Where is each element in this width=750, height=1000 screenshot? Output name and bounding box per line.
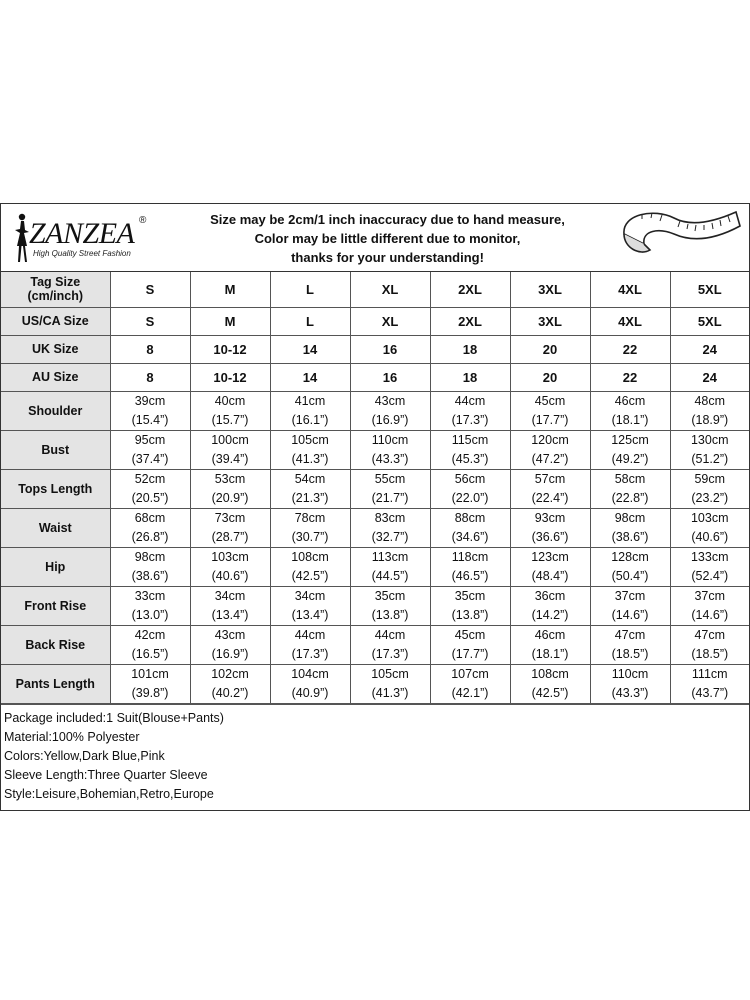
brand-logo [1, 204, 161, 271]
measurement-cell [670, 547, 749, 586]
measurement-cell [110, 625, 190, 664]
inch-value: (17.3”) [451, 412, 489, 427]
size-cell: XL [350, 272, 430, 307]
cm-value: 56cm [454, 471, 486, 486]
inch-value: (21.3”) [291, 490, 329, 505]
measurement-cell [430, 469, 510, 508]
cm-value: 105cm [371, 666, 409, 681]
row-label: Tag Size (cm/inch) [1, 272, 110, 307]
cm-value: 36cm [534, 588, 566, 603]
measurement-cell [430, 508, 510, 547]
inch-value: (17.3”) [291, 646, 329, 661]
inch-value: (46.5”) [451, 568, 489, 583]
inch-value: (43.3”) [611, 685, 649, 700]
inch-value: (13.4”) [291, 607, 329, 622]
inch-value: (42.5”) [531, 685, 569, 700]
cm-value: 48cm [694, 393, 726, 408]
measurement-cell [590, 664, 670, 703]
inch-value: (43.3”) [371, 451, 409, 466]
measurement-cell [670, 664, 749, 703]
measurement-cell [110, 508, 190, 547]
inch-value: (40.9”) [291, 685, 329, 700]
inch-value: (49.2”) [611, 451, 649, 466]
cm-value: 130cm [690, 432, 729, 447]
info-sleeve: Sleeve Length:Three Quarter Sleeve [4, 767, 208, 782]
cm-value: 68cm [134, 510, 166, 525]
notice-line: Color may be little different due to monitor, [254, 231, 521, 246]
measurement-cell [670, 391, 749, 430]
measurement-row [1, 469, 749, 508]
cm-value: 45cm [454, 627, 486, 642]
inch-value: (40.6”) [691, 529, 729, 544]
cm-value: 34cm [294, 588, 326, 603]
inch-value: (42.1”) [451, 685, 489, 700]
row-label: Bust [1, 430, 110, 469]
cm-value: 44cm [454, 393, 486, 408]
inch-value: (13.8”) [371, 607, 409, 622]
cm-value: 115cm [451, 432, 489, 447]
cm-value: 88cm [454, 510, 486, 525]
size-cell: 14 [270, 335, 350, 363]
cm-value: 102cm [211, 666, 249, 681]
cm-value: 108cm [291, 549, 329, 564]
woman-figure-icon [9, 212, 31, 264]
size-cell: 4XL [590, 272, 670, 307]
measurement-cell [590, 391, 670, 430]
chart-header [1, 204, 749, 272]
measurement-cell [270, 508, 350, 547]
measurement-cell [190, 625, 270, 664]
cm-value: 125cm [611, 432, 649, 447]
row-label: Back Rise [1, 625, 110, 664]
cm-value: 42cm [134, 627, 166, 642]
row-label: Front Rise [1, 586, 110, 625]
inch-value: (17.7”) [451, 646, 489, 661]
measurement-cell [190, 469, 270, 508]
info-material: Material:100% Polyester [4, 729, 140, 744]
cm-value: 53cm [214, 471, 246, 486]
measurement-row [1, 547, 749, 586]
size-cell: 8 [110, 363, 190, 391]
row-label: Hip [1, 547, 110, 586]
measurement-row [1, 625, 749, 664]
cm-value: 40cm [214, 393, 246, 408]
cm-value: 46cm [534, 627, 566, 642]
inch-value: (40.2”) [211, 685, 249, 700]
size-cell: 24 [670, 363, 749, 391]
inch-value: (43.7”) [691, 685, 729, 700]
measurement-cell [190, 430, 270, 469]
size-cell: 18 [430, 335, 510, 363]
measurement-cell [270, 586, 350, 625]
product-info [1, 704, 749, 810]
cm-value: 41cm [294, 393, 326, 408]
cm-value: 104cm [291, 666, 329, 681]
cm-value: 34cm [214, 588, 246, 603]
measurement-cell [590, 508, 670, 547]
size-cell: 16 [350, 335, 430, 363]
measurement-cell [350, 430, 430, 469]
inch-value: (38.6”) [131, 568, 169, 583]
inch-value: (21.7”) [371, 490, 409, 505]
inch-value: (41.3”) [291, 451, 329, 466]
inch-value: (14.2”) [531, 607, 569, 622]
cm-value: 95cm [134, 432, 166, 447]
measurement-cell [670, 586, 749, 625]
size-cell: 3XL [510, 272, 590, 307]
cm-value: 110cm [611, 666, 649, 681]
measurement-row [1, 430, 749, 469]
inch-value: (16.1”) [291, 412, 329, 427]
inch-value: (15.4”) [131, 412, 169, 427]
inch-value: (36.6”) [531, 529, 569, 544]
size-cell: XL [350, 307, 430, 335]
size-header-row [1, 335, 749, 363]
cm-value: 78cm [294, 510, 326, 525]
measurement-row [1, 586, 749, 625]
measurement-cell [510, 430, 590, 469]
row-label: Shoulder [1, 391, 110, 430]
inch-value: (42.5”) [291, 568, 329, 583]
size-cell: M [190, 272, 270, 307]
size-cell: 5XL [670, 307, 749, 335]
cm-value: 113cm [371, 549, 409, 564]
size-cell: 3XL [510, 307, 590, 335]
brand-name: ZANZEA [29, 217, 135, 250]
cm-value: 118cm [451, 549, 489, 564]
inch-value: (47.2”) [531, 451, 569, 466]
size-cell: 22 [590, 335, 670, 363]
inch-value: (18.9”) [691, 412, 729, 427]
measurement-cell [670, 508, 749, 547]
measuring-tape-icon [614, 204, 749, 271]
inch-value: (22.0”) [451, 490, 489, 505]
inch-value: (17.3”) [371, 646, 409, 661]
measurement-cell [590, 586, 670, 625]
measurement-cell [670, 430, 749, 469]
cm-value: 45cm [534, 393, 566, 408]
measurement-cell [590, 469, 670, 508]
size-cell: 14 [270, 363, 350, 391]
cm-value: 100cm [211, 432, 249, 447]
measurement-row [1, 391, 749, 430]
inch-value: (34.6”) [451, 529, 489, 544]
cm-value: 98cm [134, 549, 166, 564]
inch-value: (16.5”) [131, 646, 169, 661]
size-cell: M [190, 307, 270, 335]
inch-value: (32.7”) [371, 529, 409, 544]
measurement-row [1, 508, 749, 547]
size-cell: 8 [110, 335, 190, 363]
size-cell: 20 [510, 335, 590, 363]
inch-value: (30.7”) [291, 529, 329, 544]
cm-value: 46cm [614, 393, 646, 408]
size-cell: S [110, 272, 190, 307]
measurement-cell [350, 625, 430, 664]
measurement-cell [110, 391, 190, 430]
inch-value: (16.9”) [211, 646, 249, 661]
cm-value: 101cm [131, 666, 169, 681]
inch-value: (39.8”) [131, 685, 169, 700]
measurement-cell [270, 664, 350, 703]
cm-value: 93cm [534, 510, 566, 525]
measurement-cell [430, 586, 510, 625]
cm-value: 108cm [531, 666, 569, 681]
measurement-cell [270, 391, 350, 430]
cm-value: 52cm [134, 471, 166, 486]
cm-value: 47cm [694, 627, 726, 642]
cm-value: 110cm [371, 432, 409, 447]
inch-value: (14.6”) [611, 607, 649, 622]
cm-value: 39cm [134, 393, 166, 408]
size-table [1, 272, 749, 704]
inch-value: (17.7”) [531, 412, 569, 427]
size-cell: 10-12 [190, 363, 270, 391]
measurement-cell [590, 430, 670, 469]
measurement-cell [510, 664, 590, 703]
notice-line: Size may be 2cm/1 inch inaccuracy due to hand measure, [210, 212, 565, 227]
inch-value: (50.4”) [611, 568, 649, 583]
row-label: AU Size [1, 363, 110, 391]
measurement-cell [270, 469, 350, 508]
measurement-cell [430, 430, 510, 469]
inch-value: (16.9”) [371, 412, 409, 427]
size-cell: S [110, 307, 190, 335]
size-header-row [1, 363, 749, 391]
measurement-cell [350, 664, 430, 703]
measurement-cell [190, 508, 270, 547]
inch-value: (48.4”) [531, 568, 569, 583]
cm-value: 33cm [134, 588, 166, 603]
inch-value: (15.7”) [211, 412, 249, 427]
cm-value: 55cm [374, 471, 406, 486]
measurement-cell [510, 625, 590, 664]
size-cell: 18 [430, 363, 510, 391]
inch-value: (39.4”) [211, 451, 249, 466]
row-label: Waist [1, 508, 110, 547]
cm-value: 107cm [451, 666, 489, 681]
measurement-cell [510, 547, 590, 586]
inch-value: (26.8”) [131, 529, 169, 544]
measurement-cell [270, 430, 350, 469]
cm-value: 128cm [611, 549, 649, 564]
measurement-cell [350, 391, 430, 430]
measurement-cell [190, 664, 270, 703]
size-cell: 4XL [590, 307, 670, 335]
measurement-cell [670, 625, 749, 664]
size-cell: 16 [350, 363, 430, 391]
inch-value: (38.6”) [611, 529, 649, 544]
cm-value: 59cm [694, 471, 726, 486]
inch-value: (41.3”) [371, 685, 409, 700]
inch-value: (13.8”) [451, 607, 489, 622]
cm-value: 58cm [614, 471, 646, 486]
inch-value: (23.2”) [691, 490, 729, 505]
measurement-cell [430, 664, 510, 703]
cm-value: 103cm [211, 549, 249, 564]
info-style: Style:Leisure,Bohemian,Retro,Europe [4, 786, 214, 801]
inch-value: (28.7”) [211, 529, 249, 544]
measurement-cell [110, 664, 190, 703]
inch-value: (52.4”) [691, 568, 729, 583]
cm-value: 105cm [291, 432, 329, 447]
cm-value: 123cm [531, 549, 569, 564]
inch-value: (13.4”) [211, 607, 249, 622]
size-header-row [1, 272, 749, 307]
cm-value: 83cm [374, 510, 406, 525]
measurement-cell [270, 547, 350, 586]
measurement-cell [190, 586, 270, 625]
inch-value: (44.5”) [371, 568, 409, 583]
cm-value: 43cm [214, 627, 246, 642]
measurement-cell [510, 508, 590, 547]
cm-value: 133cm [690, 549, 729, 564]
cm-value: 120cm [531, 432, 569, 447]
measurement-cell [350, 586, 430, 625]
inch-value: (14.6”) [691, 607, 729, 622]
row-label: US/CA Size [1, 307, 110, 335]
measurement-cell [510, 391, 590, 430]
measurement-notice [161, 204, 614, 271]
row-label: Tops Length [1, 469, 110, 508]
size-cell: 24 [670, 335, 749, 363]
inch-value: (22.4”) [531, 490, 569, 505]
cm-value: 35cm [454, 588, 486, 603]
size-cell: 2XL [430, 307, 510, 335]
inch-value: (37.4”) [131, 451, 169, 466]
measurement-cell [110, 469, 190, 508]
cm-value: 47cm [614, 627, 646, 642]
registered-mark: ® [139, 215, 147, 226]
size-chart-sheet [0, 203, 750, 811]
size-cell: 22 [590, 363, 670, 391]
row-label: UK Size [1, 335, 110, 363]
measurement-cell [110, 586, 190, 625]
measurement-cell [350, 547, 430, 586]
measurement-cell [350, 469, 430, 508]
size-cell: 10-12 [190, 335, 270, 363]
brand-tagline: High Quality Street Fashion [33, 249, 131, 258]
size-header-row [1, 307, 749, 335]
inch-value: (18.1”) [531, 646, 569, 661]
cm-value: 98cm [614, 510, 646, 525]
cm-value: 37cm [614, 588, 646, 603]
measurement-cell [190, 391, 270, 430]
inch-value: (45.3”) [451, 451, 489, 466]
info-package: Package included:1 Suit(Blouse+Pants) [4, 710, 224, 725]
size-cell: L [270, 307, 350, 335]
notice-line: thanks for your understanding! [291, 250, 484, 265]
cm-value: 103cm [690, 510, 729, 525]
inch-value: (13.0”) [131, 607, 169, 622]
cm-value: 35cm [374, 588, 406, 603]
inch-value: (18.5”) [691, 646, 729, 661]
cm-value: 73cm [214, 510, 246, 525]
cm-value: 111cm [691, 666, 728, 681]
cm-value: 57cm [534, 471, 566, 486]
inch-value: (22.8”) [611, 490, 649, 505]
inch-value: (40.6”) [211, 568, 249, 583]
inch-value: (18.5”) [611, 646, 649, 661]
cm-value: 43cm [374, 393, 406, 408]
tape-box [614, 204, 749, 271]
measurement-cell [430, 391, 510, 430]
measurement-cell [430, 625, 510, 664]
measurement-cell [270, 625, 350, 664]
measurement-cell [110, 547, 190, 586]
cm-value: 37cm [694, 588, 726, 603]
size-cell: 5XL [670, 272, 749, 307]
measurement-cell [430, 547, 510, 586]
inch-value: (51.2”) [691, 451, 729, 466]
measurement-cell [510, 469, 590, 508]
inch-value: (20.5”) [131, 490, 169, 505]
measurement-cell [350, 508, 430, 547]
cm-value: 44cm [294, 627, 326, 642]
info-colors: Colors:Yellow,Dark Blue,Pink [4, 748, 165, 763]
inch-value: (18.1”) [611, 412, 649, 427]
measurement-cell [110, 430, 190, 469]
size-cell: L [270, 272, 350, 307]
size-cell: 20 [510, 363, 590, 391]
size-cell: 2XL [430, 272, 510, 307]
cm-value: 44cm [374, 627, 406, 642]
cm-value: 54cm [294, 471, 326, 486]
inch-value: (20.9”) [211, 490, 249, 505]
measurement-cell [510, 586, 590, 625]
measurement-cell [190, 547, 270, 586]
measurement-cell [590, 625, 670, 664]
measurement-cell [670, 469, 749, 508]
measurement-row [1, 664, 749, 703]
row-label: Pants Length [1, 664, 110, 703]
measurement-cell [590, 547, 670, 586]
